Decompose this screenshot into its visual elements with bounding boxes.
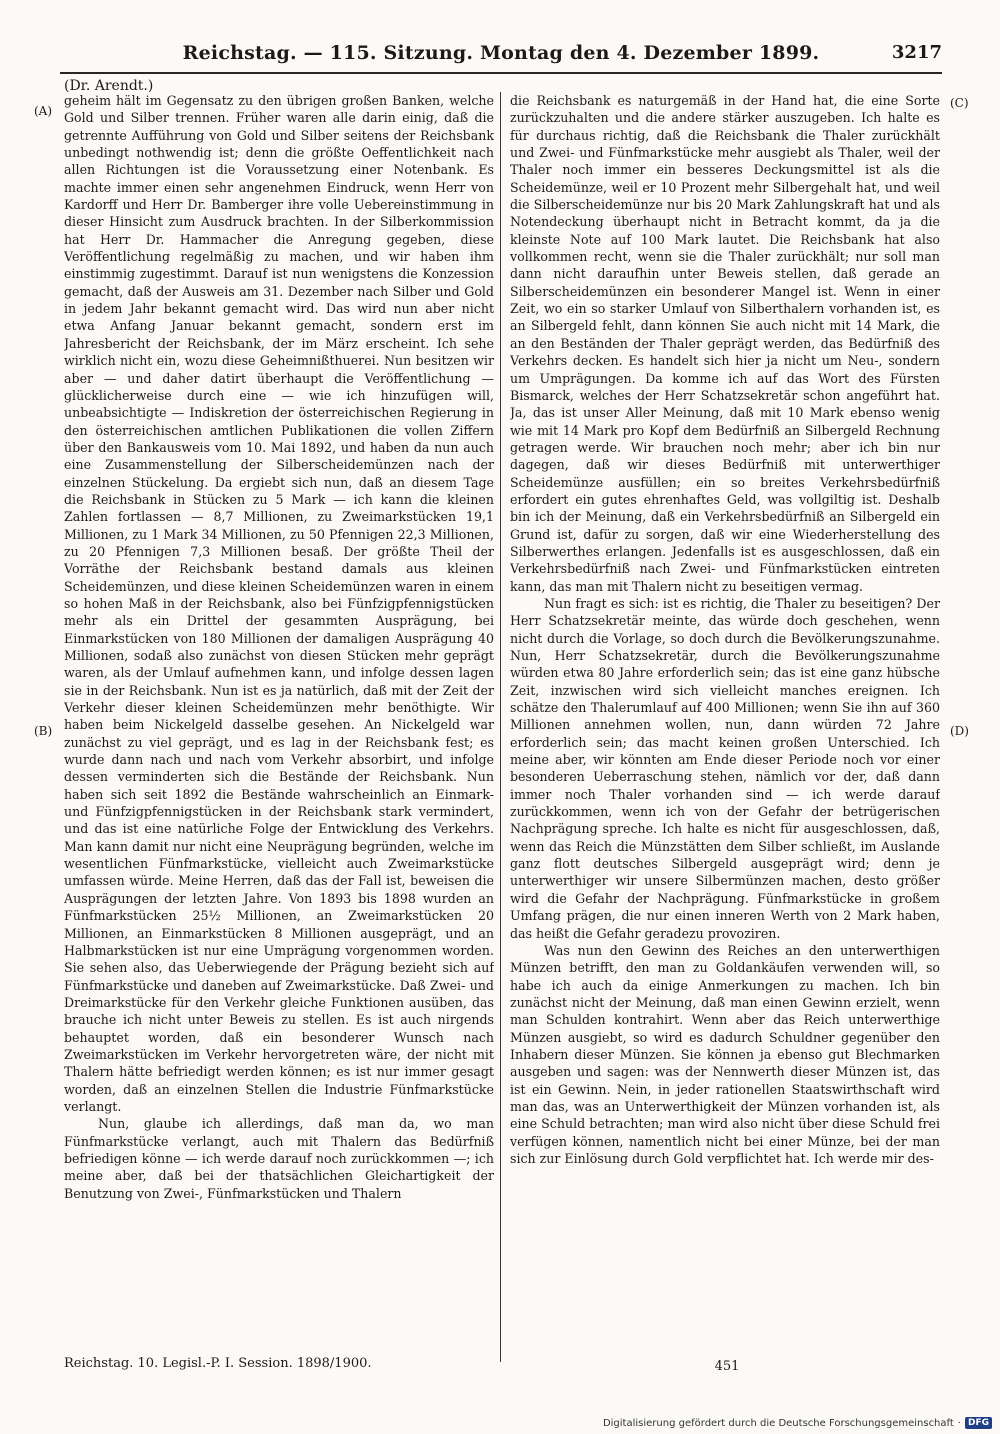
dfg-credit-text: Digitalisierung gefördert durch die Deutsche Forschungsgemeinschaft <box>602 1417 954 1429</box>
speaker-label: (Dr. Arendt.) <box>64 78 154 94</box>
right-paragraph-1: die Reichsbank es naturgemäß in der Hand hat, die eine Sorte zurückzuhalten und die andere stärker auszugeben. Ich halte es für durchaus richtig, daß die Reichsbank die Thaler zurückhält und Zwei- und Fünfmarkstücke mehr ausgiebt als Thaler, weil der Thaler noch immer ein besseres Deckungsmittel ist als die Scheidemünze, weil er 10 Prozent mehr Silbergehalt hat, und weil die Silberscheidemünze nur bis 20 Mark Zahlungskraft hat und als Notendeckung überhaupt nicht in Betracht kommt, da ja die kleinste Note auf 100 Mark lautet. Die Reichsbank hat also vollkommen recht, wenn sie die Thaler zurückhält; nur soll man dann nicht daraufhin unter Beweis stellen, daß gerade an Silberscheidemünzen ein besonderer Mangel ist. Wenn in einer Zeit, wo ein so starker Umlauf von Silberthalern vorhanden ist, es an Silbergeld fehlt, dann können Sie auch nicht mit 14 Mark, die an den Beständen der Thaler geprägt werden, das Bedürfniß des Verkehrs decken. Es handelt sich hier ja nicht um Neu-, sondern um Umprägungen. Da komme ich auf das Wort des Fürsten Bismarck, welches der Herr Schatzsekretär schon angeführt hat. Ja, das ist unser Aller Meinung, daß mit 10 Mark ebenso wenig wie mit 14 Mark pro Kopf dem Bedürfniß an Silbergeld Rechnung getragen werde. Wir brauchen noch mehr; aber ich bin nur dagegen, daß wir dieses Bedürfniß mit unterwerthiger Scheidemünze ausfüllen; ein so breites Verkehrsbedürfniß erfordert ein gutes ehrenhaftes Geld, was vollgiltig ist. Deshalb bin ich der Meinung, daß ein Verkehrsbedürfniß an Silbergeld ein Grund ist, dafür zu sorgen, daß wir eine Wiederherstellung des Silberwerthes erlangen. Jedenfalls ist es ausgeschlossen, daß ein Verkehrsbedürfniß nach Zwei- und Fünfmarkstücken eintreten kann, das man mit Thalern nicht zu beseitigen vermag. <box>510 93 940 594</box>
margin-mark-a: (A) <box>34 104 53 118</box>
page-number: 3217 <box>891 42 942 63</box>
footer-sheet-number: 451 <box>714 1359 740 1374</box>
header-rule <box>60 72 942 74</box>
margin-mark-b: (B) <box>34 724 53 738</box>
left-paragraph-2: Nun, glaube ich allerdings, daß man da, wo man Fünfmarkstücke verlangt, auch mit Thalern das Bedürfniß befriedigen könne — ich werde darauf noch zurückkommen —; ich meine aber, daß bei der thatsächlichen Gleichartigkeit der Benutzung von Zwei-, Fünfmarkstücken und Thalern <box>64 1116 494 1201</box>
dfg-logo-icon: DFG <box>965 1417 992 1429</box>
right-text-column <box>510 92 940 1350</box>
dfg-credit <box>603 1416 992 1430</box>
right-paragraph-3: Was nun den Gewinn des Reiches an den unterwerthigen Münzen betrifft, den man zu Goldankäufen verwenden will, so habe ich auch da einige Anmerkungen zu machen. Ich bin zunächst nicht der Meinung, daß man einen Gewinn erzielt, wenn man Schulden kontrahirt. Wenn aber das Reich unterwerthige Münzen ausgiebt, so wird es dadurch Schuldner gegenüber den Inhabern dieser Münzen. Sie können ja ebenso gut Blechmarken ausgeben und sagen: was der Nennwerth dieser Münzen ist, das ist ein Gewinn. Nein, in jeder rationellen Staatswirthschaft wird man das, was an Unterwerthigkeit der Münzen vorhanden ist, als eine Schuld betrachten; man wird also nicht über diese Schuld frei verfügen können, namentlich nicht bei einer Münze, bei der man sich zur Einlösung durch Gold verpflichtet hat. Ich werde mir des- <box>510 942 940 1166</box>
column-divider <box>500 92 501 1362</box>
margin-mark-c: (C) <box>950 96 969 110</box>
left-text-column <box>64 92 494 1350</box>
running-header <box>60 42 942 72</box>
dfg-separator: · <box>957 1417 961 1429</box>
right-paragraph-2: Nun fragt es sich: ist es richtig, die Thaler zu beseitigen? Der Herr Schatzsekretär meinte, das würde doch geschehen, wenn nicht durch die Vorlage, so doch durch die Bevölkerungszunahme. Nun, Herr Schatzsekretär, durch die Bevölkerungszunahme würden etwa 80 Jahre erforderlich sein; das ist eine ganz hübsche Zeit, inzwischen wird sich vielleicht manches ereignen. Ich schätze den Thalerumlauf auf 400 Millionen; wenn Sie ihn auf 360 Millionen annehmen wollen, nun, dann würden 72 Jahre erforderlich sein; das macht keinen großen Unterschied. Ich meine aber, wir könnten am Ende dieser Periode noch vor einer besonderen Ueberraschung stehen, nämlich vor der, daß dann immer noch Thaler vorhanden sind — ich werde darauf zurückkommen, wenn ich von der Gefahr der betrügerischen Nachprägung spreche. Ich halte es nicht für ausgeschlossen, daß, wenn das Reich die Münzstätten dem Silber schließt, im Auslande ganz flott deutsches Silbergeld ausgeprägt wird; denn je unterwerthiger wir unsere Silbermünzen machen, desto größer wird die Gefahr der Nachprägung. Fünfmarkstücke in großem Umfang prägen, die nur einen inneren Werth von 2 Mark haben, das heißt die Gefahr geradezu provoziren. <box>510 595 940 941</box>
header-title: Reichstag. — 115. Sitzung. Montag den 4. Dezember 1899. <box>182 42 820 64</box>
margin-mark-d: (D) <box>950 724 969 738</box>
footer-session-info: Reichstag. 10. Legisl.-P. I. Session. 1898/1900. <box>64 1356 372 1371</box>
left-paragraph-1: geheim hält im Gegensatz zu den übrigen großen Banken, welche Gold und Silber trennen. Früher waren alle darin einig, daß die getrennte Aufführung von Gold und Silber seitens der Reichsbank unbedingt nothwendig ist; denn die größte Oeffentlichkeit nach allen Richtungen ist die Voraussetzung einer Notenbank. Es machte immer einen sehr angenehmen Eindruck, wenn Herr von Kardorff und Herr Dr. Bamberger ihre volle Uebereinstimmung in dieser Hinsicht zum Ausdruck brachten. In der Silberkommission hat Herr Dr. Hammacher die Anregung gegeben, diese Veröffentlichung regelmäßig zu machen, und wir haben ihm einstimmig zugestimmt. Darauf ist nun wenigstens die Konzession gemacht, daß der Ausweis am 31. Dezember nach Silber und Gold in jedem Jahr bekannt gemacht wird. Das wird nun aber nicht etwa Anfang Januar bekannt gemacht, sondern erst im Jahresbericht der Reichsbank, der im März erscheint. Ich sehe wirklich nicht ein, wozu diese Geheimnißthuerei. Nun besitzen wir aber — und daher datirt überhaupt die Veröffentlichung — glücklicherweise durch eine — wie ich hinzufügen will, unbeabsichtigte — Indiskretion der österreichischen Regierung in den österreichischen amtlichen Publikationen die vollen Ziffern über den Bankausweis vom 10. Mai 1892, und haben da nun auch eine Zusammenstellung der Silberscheidemünzen nach der einzelnen Stückelung. Da ergiebt sich nun, daß an diesem Tage die Reichsbank in Stücken zu 5 Mark — ich kann die kleinen Zahlen fortlassen — 8,7 Millionen, zu Zweimarkstücken 19,1 Millionen, zu 1 Mark 34 Millionen, zu 50 Pfennigen 22,3 Millionen, zu 20 Pfennigen 7,3 Millionen besaß. Der größte Theil der Vorräthe der Reichsbank bestand damals aus kleinen Scheidemünzen, und diese kleinen Scheidemünzen waren in einem so hohen Maß in der Reichsbank, also bei Fünfzigpfennigstücken mehr als ein Drittel der gesammten Ausprägung, bei Einmarkstücken von 180 Millionen der damaligen Ausprägung 40 Millionen, sodaß also zunächst von diesen Stücken mehr geprägt waren, als der Umlauf aufnehmen kann, und infolge dessen lagen sie in der Reichsbank. Nun ist es ja natürlich, daß mit der Zeit der Verkehr dieser kleinen Scheidemünzen mehr benöthigte. Wir haben beim Nickelgeld dasselbe gesehen. An Nickelgeld war zunächst zu viel geprägt, und es lag in der Reichsbank fest; es wurde dann nach und nach vom Verkehr absorbirt, und infolge dessen verminderten sich die Bestände der Reichsbank. Nun haben sich seit 1892 die Bestände wahrscheinlich an Einmark- und Fünfzigpfennigstücken in der Reichsbank stark vermindert, und das ist eine natürliche Folge der Entwicklung des Verkehrs. Man kann damit nur nicht eine Neuprägung begründen, welche im wesentlichen Fünfmarkstücke, vielleicht auch Zweimarkstücke umfassen würde. Meine Herren, daß das der Fall ist, beweisen die Ausprägungen der letzten Jahre. Von 1893 bis 1898 wurden an Fünfmarkstücken 25½ Millionen, an Zweimarkstücken 20 Millionen, an Einmarkstücken 8 Millionen ausgeprägt, und an Halbmarkstücken ist nur eine Umprägung vorgenommen worden. Sie sehen also, das Ueberwiegende der Prägung bezieht sich auf Fünfmarkstücke und daneben auf Zweimarkstücke. Daß Zwei- und Dreimarkstücke für den Verkehr gleiche Funktionen ausüben, das brauche ich nicht unter Beweis zu stellen. Es ist auch nirgends behauptet worden, daß ein besonderer Wunsch nach Zweimarkstücken im Verkehr hervorgetreten wäre, der nicht mit Thalern hätte befriedigt werden können; es ist nur immer gesagt worden, daß an einzelnen Stellen die Industrie Fünfmarkstücke verlangt. <box>64 93 494 1114</box>
